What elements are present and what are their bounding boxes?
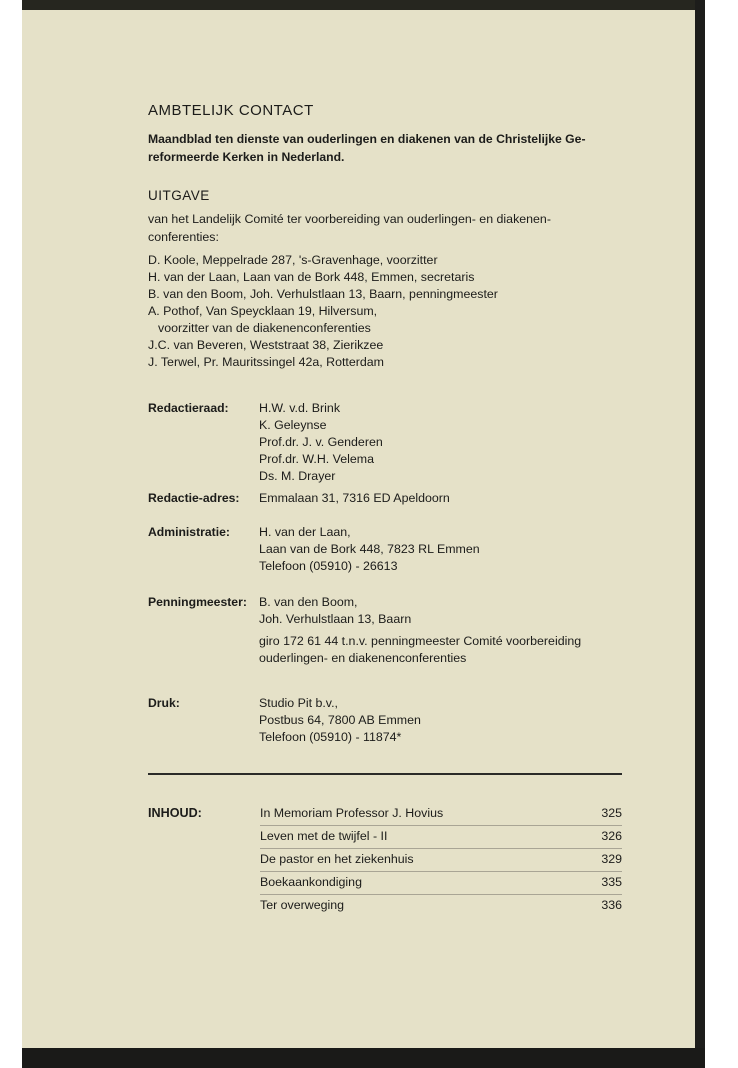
giro-line-1: giro 172 61 44 t.n.v. penningmeester Comité voorbereiding <box>259 634 582 648</box>
page-title: AMBTELIJK CONTACT <box>148 102 314 119</box>
member-line: A. Pothof, Van Speycklaan 19, Hilversum, <box>148 304 378 318</box>
redactieraad-name: Prof.dr. W.H. Velema <box>259 452 374 466</box>
uitgave-intro-line-1: van het Landelijk Comité ter voorbereiding van ouderlingen- en diakenen- <box>148 212 551 226</box>
scan-top-edge <box>22 0 705 10</box>
penningmeester-label: Penningmeester: <box>148 595 247 609</box>
giro-line-2: ouderlingen- en diakenenconferenties <box>259 651 467 665</box>
toc-item-page: 335 <box>601 875 622 889</box>
uitgave-heading: UITGAVE <box>148 188 210 203</box>
member-line: voorzitter van de diakenenconferenties <box>158 321 371 335</box>
member-line: J.C. van Beveren, Weststraat 38, Zierikzee <box>148 338 384 352</box>
toc-separator <box>260 894 622 895</box>
colophon-page <box>22 10 695 1048</box>
druk-label: Druk: <box>148 696 180 710</box>
redactieraad-name: K. Geleynse <box>259 418 327 432</box>
redactieraad-name: Ds. M. Drayer <box>259 469 336 483</box>
member-line: B. van den Boom, Joh. Verhulstlaan 13, Baarn, penningmeester <box>148 287 498 301</box>
administratie-line: Telefoon (05910) - 26613 <box>259 559 398 573</box>
administratie-line: H. van der Laan, <box>259 525 351 539</box>
inhoud-label: INHOUD: <box>148 806 202 820</box>
member-line: D. Koole, Meppelrade 287, 's-Gravenhage, voorzitter <box>148 253 438 267</box>
toc-item-page: 326 <box>601 829 622 843</box>
section-divider <box>148 773 622 775</box>
toc-separator <box>260 825 622 826</box>
toc-separator <box>260 871 622 872</box>
scan-right-edge <box>695 0 705 1068</box>
toc-item-title: Boekaankondiging <box>260 875 362 889</box>
redactie-adres-label: Redactie-adres: <box>148 491 240 505</box>
toc-item-page: 325 <box>601 806 622 820</box>
toc-item-title: De pastor en het ziekenhuis <box>260 852 414 866</box>
scan-bottom-edge <box>22 1048 705 1068</box>
administratie-label: Administratie: <box>148 525 230 539</box>
redactieraad-name: Prof.dr. J. v. Genderen <box>259 435 383 449</box>
druk-line: Telefoon (05910) - 11874* <box>259 730 402 744</box>
toc-list <box>148 806 628 926</box>
toc-item-page: 329 <box>601 852 622 866</box>
uitgave-intro-line-2: conferenties: <box>148 230 219 244</box>
redactieraad-label: Redactieraad: <box>148 401 229 415</box>
druk-line: Studio Pit b.v., <box>259 696 338 710</box>
member-line: J. Terwel, Pr. Mauritssingel 42a, Rotterdam <box>148 355 384 369</box>
penningmeester-line: Joh. Verhulstlaan 13, Baarn <box>259 612 412 626</box>
subtitle-line-1: Maandblad ten dienste van ouderlingen en diakenen van de Christelijke Ge- <box>148 132 586 146</box>
toc-item-title: Leven met de twijfel - II <box>260 829 388 843</box>
druk-line: Postbus 64, 7800 AB Emmen <box>259 713 421 727</box>
toc-item-page: 336 <box>601 898 622 912</box>
administratie-line: Laan van de Bork 448, 7823 RL Emmen <box>259 542 480 556</box>
penningmeester-line: B. van den Boom, <box>259 595 358 609</box>
member-line: H. van der Laan, Laan van de Bork 448, Emmen, secretaris <box>148 270 475 284</box>
redactie-adres-value: Emmalaan 31, 7316 ED Apeldoorn <box>259 491 450 505</box>
scan-left-margin <box>0 0 22 1068</box>
toc-item-title: In Memoriam Professor J. Hovius <box>260 806 444 820</box>
subtitle-line-2: reformeerde Kerken in Nederland. <box>148 150 345 164</box>
redactieraad-name: H.W. v.d. Brink <box>259 401 341 415</box>
toc-separator <box>260 848 622 849</box>
toc-item-title: Ter overweging <box>260 898 345 912</box>
